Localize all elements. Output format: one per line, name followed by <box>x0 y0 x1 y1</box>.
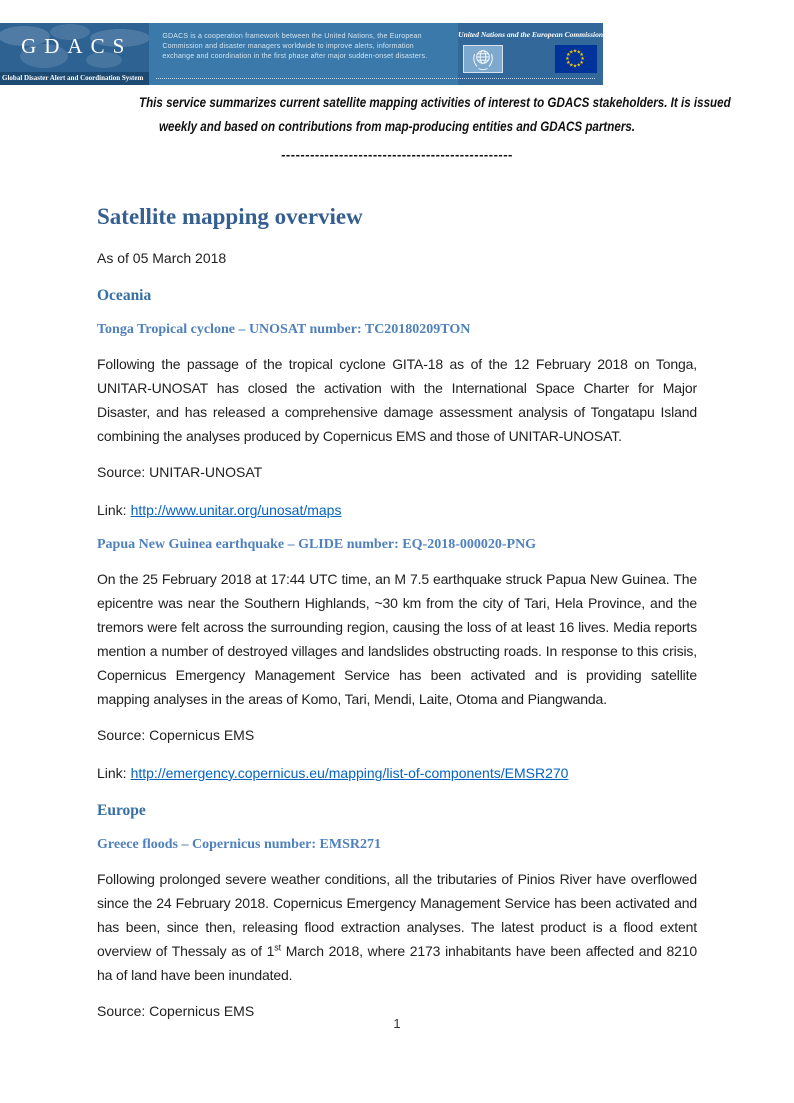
svg-text:★: ★ <box>579 52 584 59</box>
org-flags-row <box>458 39 603 73</box>
link-line-papua-new-guinea <box>97 761 697 785</box>
copernicus-emsr270-link[interactable]: http://emergency.copernicus.eu/mapping/list-of-components/EMSR270 <box>130 765 569 781</box>
dashed-separator: ------------------------------------------------ <box>281 147 513 162</box>
eu-flag-icon <box>555 45 597 73</box>
source-line-tonga: Source: UNITAR-UNOSAT <box>97 464 263 480</box>
svg-text:★: ★ <box>566 52 571 59</box>
banner-divider <box>156 78 595 79</box>
svg-text:★: ★ <box>576 62 582 69</box>
ordinal-superscript: st <box>274 942 281 953</box>
as-of-date: As of 05 March 2018 <box>97 250 227 266</box>
page-number: 1 <box>393 1016 401 1031</box>
svg-text:★: ★ <box>579 59 584 66</box>
link-label: Link: <box>97 502 127 518</box>
org-logos-panel <box>458 23 603 85</box>
disclaimer-line-2: weekly and based on contributions from map-producing entities and GDACS partners. <box>158 119 636 134</box>
unosat-maps-link[interactable]: http://www.unitar.org/unosat/maps <box>130 502 342 518</box>
event-paragraph-tonga: Following the passage of the tropical cyclone GITA-18 as of the 12 February 2018 on Tonga, UNITAR-UNOSAT has closed the activation with the International Space Charter for Major Disaster, and has released a comprehensive damage assessment analysis of Tongatapu Island combining the analyses produced by Copernicus EMS and those of UNITAR-UNOSAT. <box>97 356 697 444</box>
disclaimer-line-1: This service summarizes current satellite mapping activities of interest to GDACS stakeholders. It is issued <box>139 95 731 110</box>
gdacs-logo-caption: Global Disaster Alert and Coordination System <box>0 72 149 85</box>
un-emblem-icon <box>463 45 503 73</box>
gdacs-logo-text: GDACS <box>21 34 133 58</box>
event-heading-papua-new-guinea: Papua New Guinea earthquake – GLIDE number: EQ-2018-000020-PNG <box>97 537 537 552</box>
region-heading-europe: Europe <box>97 802 146 819</box>
event-paragraph-greece <box>97 867 697 987</box>
svg-text:★: ★ <box>565 56 570 62</box>
svg-text:★: ★ <box>580 56 585 62</box>
gdacs-description-text: GDACS is a cooperation framework between the United Nations, the European Commission and disaster managers worldwide to improve alerts, information exchange and coordination in the first phase after major sudden-onset disasters. <box>162 33 428 60</box>
gdacs-logo <box>0 23 149 85</box>
source-line-greece: Source: Copernicus EMS <box>97 1003 255 1019</box>
page-title: Satellite mapping overview <box>97 204 363 229</box>
svg-text:★: ★ <box>568 62 574 69</box>
gdacs-description-panel <box>149 23 458 85</box>
svg-text:★: ★ <box>572 48 578 55</box>
svg-text:★: ★ <box>568 49 574 56</box>
event-heading-tonga: Tonga Tropical cyclone – UNOSAT number: TC20180209TON <box>97 322 471 337</box>
document-body <box>0 91 794 1023</box>
event-heading-greece: Greece floods – Copernicus number: EMSR271 <box>97 837 381 852</box>
svg-text:★: ★ <box>572 63 578 70</box>
greece-paragraph-part1: Following prolonged severe weather conditions, all the tributaries of Pinios River have overflowed since the 24 February 2018. Copernicus Emergency Management Service has been activated and has been, since then, releasing flood extraction analyses. The latest product is a flood extent overview of Thessaly as of 1 <box>97 871 697 959</box>
region-heading-oceania: Oceania <box>97 287 152 304</box>
link-line-tonga <box>97 498 697 522</box>
gdacs-header-banner <box>0 23 603 85</box>
service-disclaimer <box>97 91 731 139</box>
svg-text:★: ★ <box>566 59 571 66</box>
svg-text:★: ★ <box>576 49 582 56</box>
event-paragraph-papua-new-guinea: On the 25 February 2018 at 17:44 UTC time, an M 7.5 earthquake struck Papua New Guinea. The epicentre was near the Southern Highlands, ~30 km from the city of Tari, Hela Province, and the tremors were felt across the surrounding region, causing the loss of at least 16 lives. Media reports mention a number of destroyed villages and landslides obstructing roads. In response to this crisis, Copernicus Emergency Management Service has been activated and is providing satellite mapping analyses in the areas of Komo, Tari, Mendi, Laite, Otoma and Piangwanda. <box>97 571 697 707</box>
link-label: Link: <box>97 765 127 781</box>
un-eu-caption: United Nations and the European Commission <box>458 30 603 39</box>
greece-paragraph-part2: March 2018, where 2173 inhabitants have been affected and 8210 ha of land have been inundated. <box>97 943 698 983</box>
source-line-papua-new-guinea: Source: Copernicus EMS <box>97 727 255 743</box>
